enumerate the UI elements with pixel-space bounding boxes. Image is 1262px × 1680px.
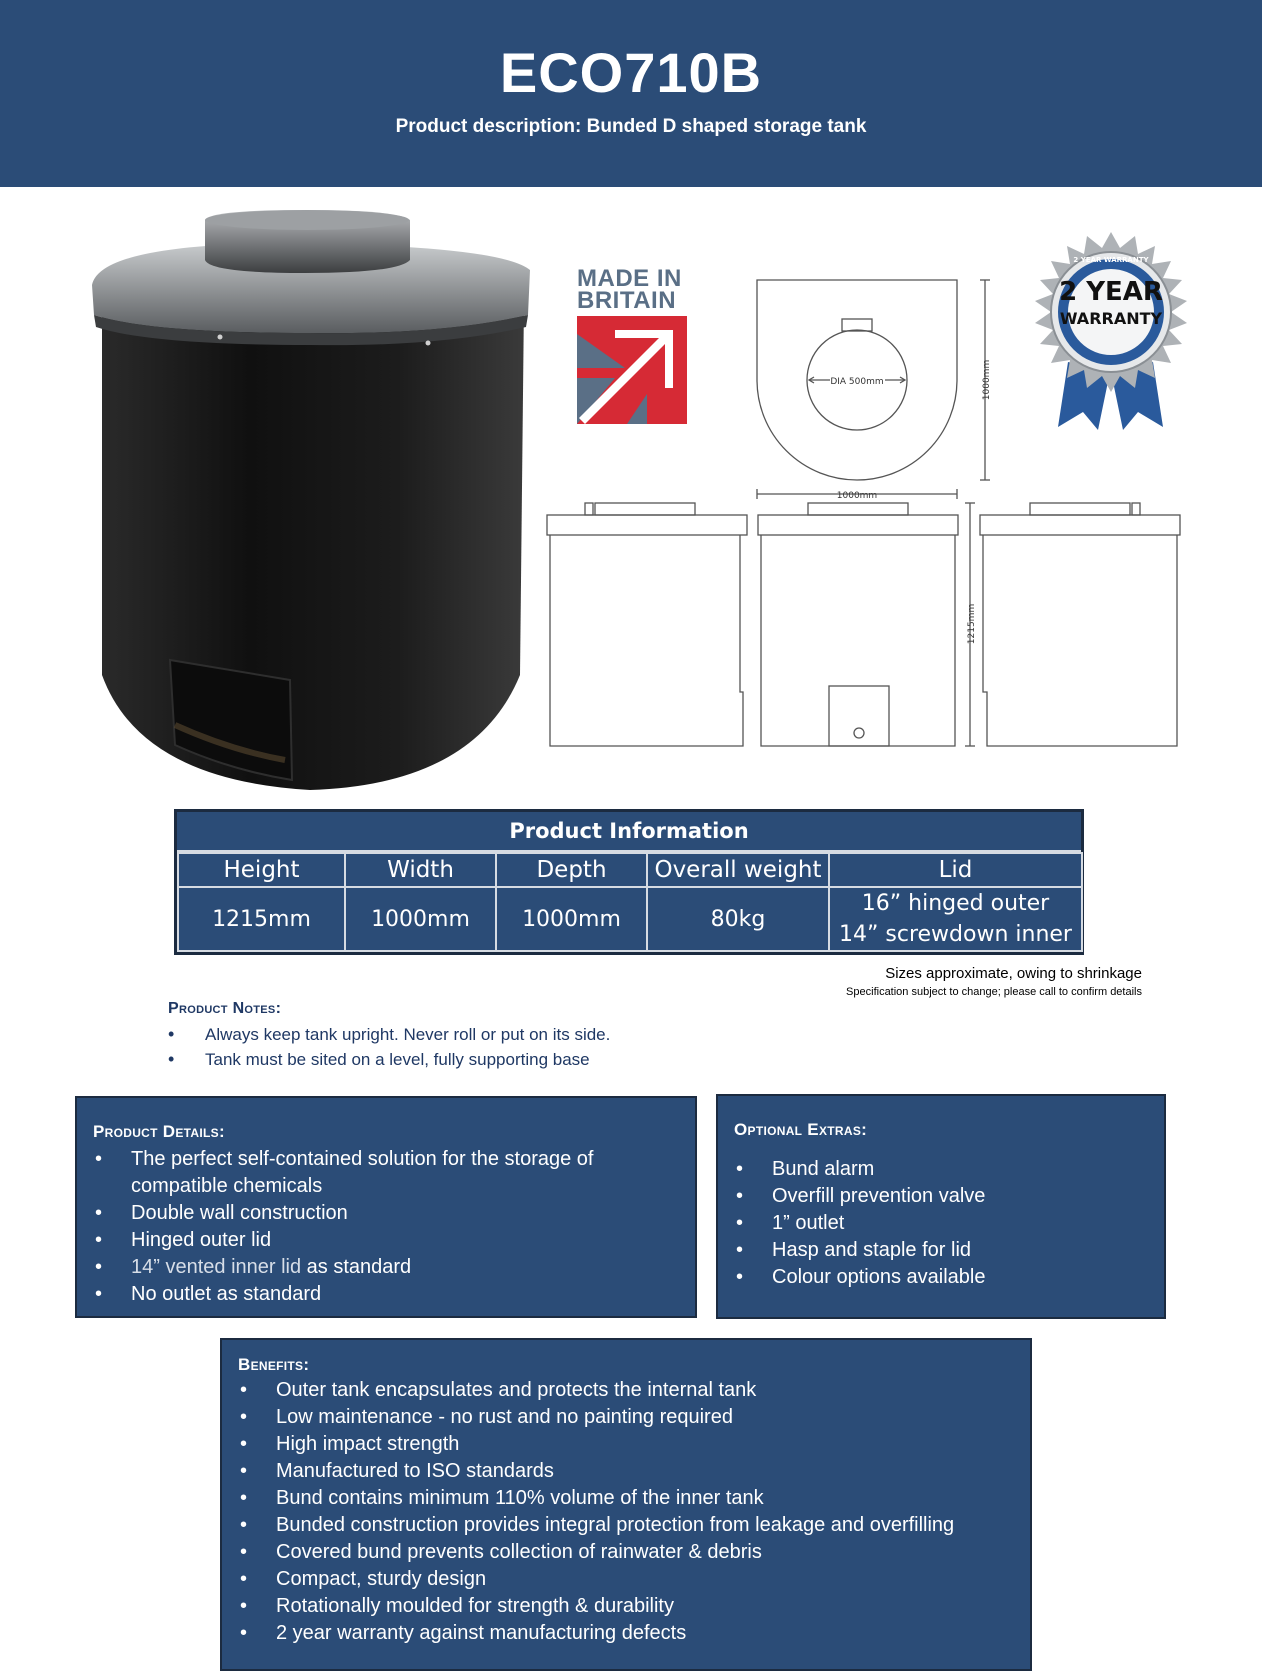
sizes-note	[846, 965, 1142, 998]
list-item: • Always keep tank upright. Never roll or put on its side.	[168, 1022, 868, 1047]
list-item: • 2 year warranty against manufacturing defects	[238, 1620, 1014, 1647]
height-dimension-label: 1215mm	[967, 603, 977, 645]
header-height: Height	[178, 853, 345, 887]
vented-lid-text: 14” vented inner lid	[131, 1256, 302, 1278]
product-notes-heading: Product Notes:	[168, 1000, 282, 1017]
list-item: • Hasp and staple for lid	[734, 1237, 1148, 1264]
warranty-ring-text: 2 YEAR WARRANTY	[1073, 256, 1149, 264]
depth-dimension-label: 1000mm	[982, 359, 992, 401]
header-width: Width	[345, 853, 496, 887]
value-height: 1215mm	[178, 887, 345, 951]
product-notes	[168, 1000, 868, 1072]
tank-photo	[80, 205, 540, 800]
list-item	[93, 1254, 679, 1281]
lid-line-outer: 16” hinged outer	[861, 891, 1050, 916]
list-item: • Rotationally moulded for strength & durability	[238, 1593, 1014, 1620]
benefits-heading: Benefits:	[238, 1355, 310, 1374]
list-item: • Bunded construction provides integral protection from leakage and overfilling	[238, 1512, 1014, 1539]
header-banner	[0, 0, 1262, 187]
table-header-row	[178, 853, 1082, 887]
sizes-note-line1: Sizes approximate, owing to shrinkage	[885, 965, 1142, 982]
list-item: • Outer tank encapsulates and protects the internal tank	[238, 1377, 1014, 1404]
optional-extras-box	[716, 1094, 1166, 1319]
list-item: • Compact, sturdy design	[238, 1566, 1014, 1593]
list-item: • Colour options available	[734, 1264, 1148, 1291]
list-item: • Low maintenance - no rust and no painting required	[238, 1404, 1014, 1431]
product-details-heading: Product Details:	[93, 1122, 225, 1141]
table-row	[178, 887, 1082, 951]
list-item: • Double wall construction	[93, 1200, 679, 1227]
width-dimension-label: 1000mm	[836, 491, 878, 501]
list-item: • High impact strength	[238, 1431, 1014, 1458]
list-item: • Tank must be sited on a level, fully supporting base	[168, 1047, 868, 1072]
list-item: • Overfill prevention valve	[734, 1183, 1148, 1210]
vented-lid-suffix: as standard	[301, 1256, 412, 1278]
optional-extras-heading: Optional Extras:	[734, 1120, 868, 1139]
dia-label: DIA 500mm	[830, 377, 884, 387]
value-width: 1000mm	[345, 887, 496, 951]
product-info-caption: Product Information	[177, 812, 1081, 852]
list-item: • Bund alarm	[734, 1156, 1148, 1183]
list-item: • 1” outlet	[734, 1210, 1148, 1237]
header-lid: Lid	[829, 853, 1082, 887]
product-info-table	[174, 809, 1084, 955]
made-in-britain-text: MADE IN BRITAIN	[577, 265, 682, 314]
warranty-line1: 2 YEAR	[1059, 277, 1163, 307]
page-title: ECO710B	[499, 41, 763, 104]
header-weight: Overall weight	[647, 853, 829, 887]
lid-line-inner: 14” screwdown inner	[839, 922, 1072, 947]
list-item: • Hinged outer lid	[93, 1227, 679, 1254]
product-description: Product description: Bunded D shaped storage tank	[395, 116, 867, 137]
header-depth: Depth	[496, 853, 647, 887]
list-item: • No outlet as standard	[93, 1281, 679, 1308]
warranty-badge	[1028, 232, 1193, 432]
list-item: • Bund contains minimum 110% volume of the inner tank	[238, 1485, 1014, 1512]
list-item: • The perfect self-contained solution for the storage of compatible chemicals	[93, 1146, 679, 1200]
value-weight: 80kg	[647, 887, 829, 951]
sizes-note-line2: Specification subject to change; please call to confirm details	[846, 986, 1142, 998]
value-depth: 1000mm	[496, 887, 647, 951]
warranty-line2: WARRANTY	[1059, 309, 1163, 328]
list-item: • Covered bund prevents collection of rainwater & debris	[238, 1539, 1014, 1566]
benefits-box	[220, 1338, 1032, 1671]
value-lid	[829, 887, 1082, 951]
list-item: • Manufactured to ISO standards	[238, 1458, 1014, 1485]
product-details-box	[75, 1096, 697, 1318]
